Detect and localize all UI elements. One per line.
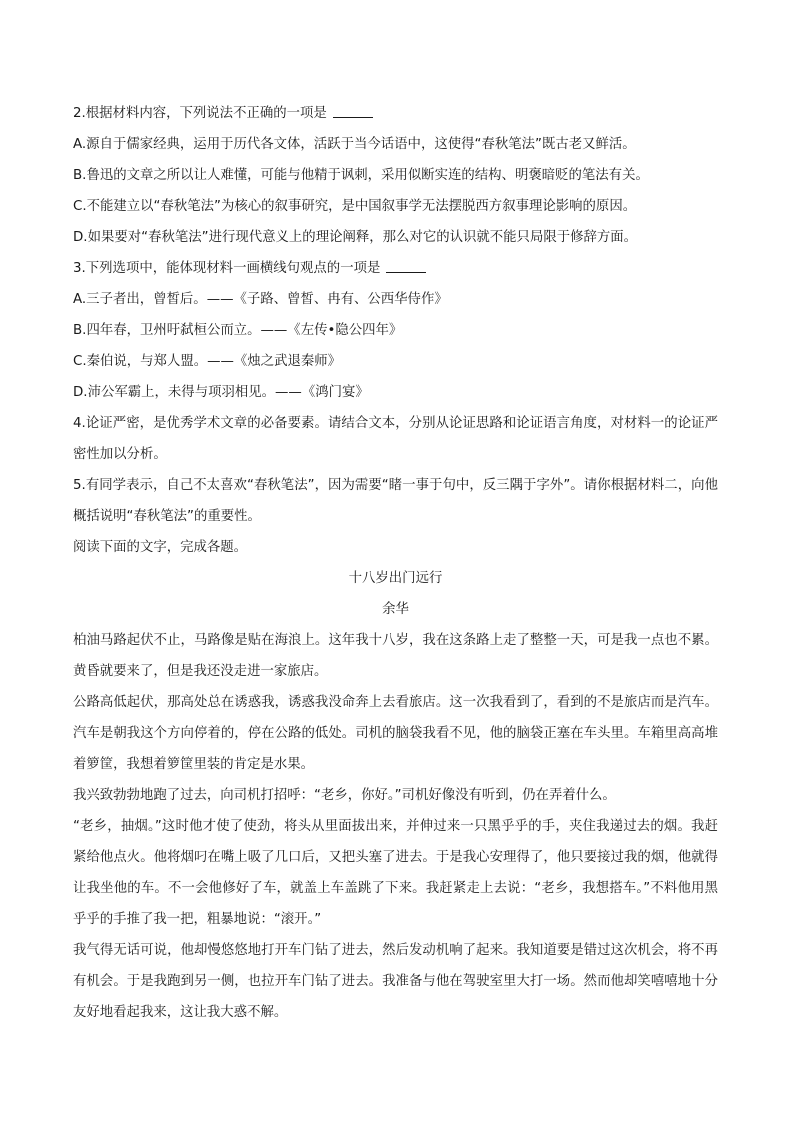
question-3-option-b: B.四年春，卫州吁弑桓公而立。——《左传•隐公四年》 <box>73 323 403 338</box>
story-paragraph-3: 我兴致勃勃地跑了过去，向司机打招呼：“老乡，你好。”司机好像没有听到，仍在弄着什么。 <box>73 788 616 803</box>
question-3-stem <box>73 253 718 284</box>
document-page <box>73 98 718 1028</box>
question-2-option-d: D.如果要对“春秋笔法”进行现代意义上的理论阐释，那么对它的认识就不能只局限于修辞方面。 <box>73 230 638 245</box>
story-paragraph-2: 公路高低起伏，那高处总在诱惑我，诱惑我没命奔上去看旅店。这一次我看到了，看到的不是旅店而是汽车。汽车是朝我这个方向停着的，停在公路的低处。司机的脑袋我看不见，他的脑袋正塞在车头里。车箱里高高堆着箩筐，我想着箩筐里装的肯定是水果。 <box>73 695 718 772</box>
answer-blank <box>333 104 373 118</box>
reading-instruction: 阅读下面的文字，完成各题。 <box>73 540 248 555</box>
question-3-option-a: A.三子者出，曾皙后。——《子路、曾皙、冉有、公西华侍作》 <box>73 292 448 307</box>
question-2-option-c: C.不能建立以“春秋笔法”为核心的叙事研究，是中国叙事学无法摆脱西方叙事理论影响的原因。 <box>73 199 637 214</box>
story-paragraph-4: “老乡，抽烟。”这时他才使了使劲，将头从里面拔出来，并伸过来一只黑乎乎的手，夹住我递过去的烟。我赶紧给他点火。他将烟叼在嘴上吸了几口后，又把头塞了进去。于是我心安理得了，他只要接过我的烟，他就得让我坐他的车。不一会他修好了车，就盖上车盖跳了下来。我赶紧走上去说：“老乡，我想搭车。”不料他用黑乎乎的手推了我一把，粗暴地说：“滚开。” <box>73 819 718 927</box>
answer-blank <box>386 259 426 273</box>
question-2-option-b: B.鲁迅的文章之所以让人难懂，可能与他精于讽刺，采用似断实连的结构、明褒暗贬的笔法有关。 <box>73 168 649 183</box>
question-3-option-c: C.秦伯说，与郑人盟。——《烛之武退秦师》 <box>73 354 342 369</box>
question-4: 4.论证严密，是优秀学术文章的必备要素。请结合文本，分别从论证思路和论证语言角度，对材料一的论证严密性加以分析。 <box>73 416 718 462</box>
question-2-stem-text: 2.根据材料内容，下列说法不正确的一项是 <box>73 106 327 121</box>
question-2-stem <box>73 98 718 129</box>
story-author: 余华 <box>382 602 409 617</box>
question-3-option-d: D.沛公军霸上，未得与项羽相见。——《鸿门宴》 <box>73 385 369 400</box>
story-paragraph-1: 柏油马路起伏不止，马路像是贴在海浪上。这年我十八岁，我在这条路上走了整整一天，可是我一点也不累。黄昏就要来了，但是我还没走进一家旅店。 <box>73 633 718 679</box>
story-title: 十八岁出门远行 <box>348 571 443 586</box>
question-3-stem-text: 3.下列选项中，能体现材料一画横线句观点的一项是 <box>73 261 381 276</box>
story-paragraph-5: 我气得无话可说，他却慢悠悠地打开车门钻了进去，然后发动机响了起来。我知道要是错过这次机会，将不再有机会。于是我跑到另一侧，也拉开车门钻了进去。我准备与他在驾驶室里大打一场。然而他却笑嘻嘻地十分友好地看起我来，这让我大惑不解。 <box>73 943 718 1020</box>
question-2-option-a: A.源自于儒家经典，运用于历代各文体，活跃于当今话语中，这使得“春秋笔法”既古老又鲜活。 <box>73 137 636 152</box>
question-5: 5.有同学表示，自己不太喜欢“春秋笔法”，因为需要“睹一事于句中，反三隅于字外”。请你根据材料二，向他概括说明“春秋笔法”的重要性。 <box>73 478 718 524</box>
